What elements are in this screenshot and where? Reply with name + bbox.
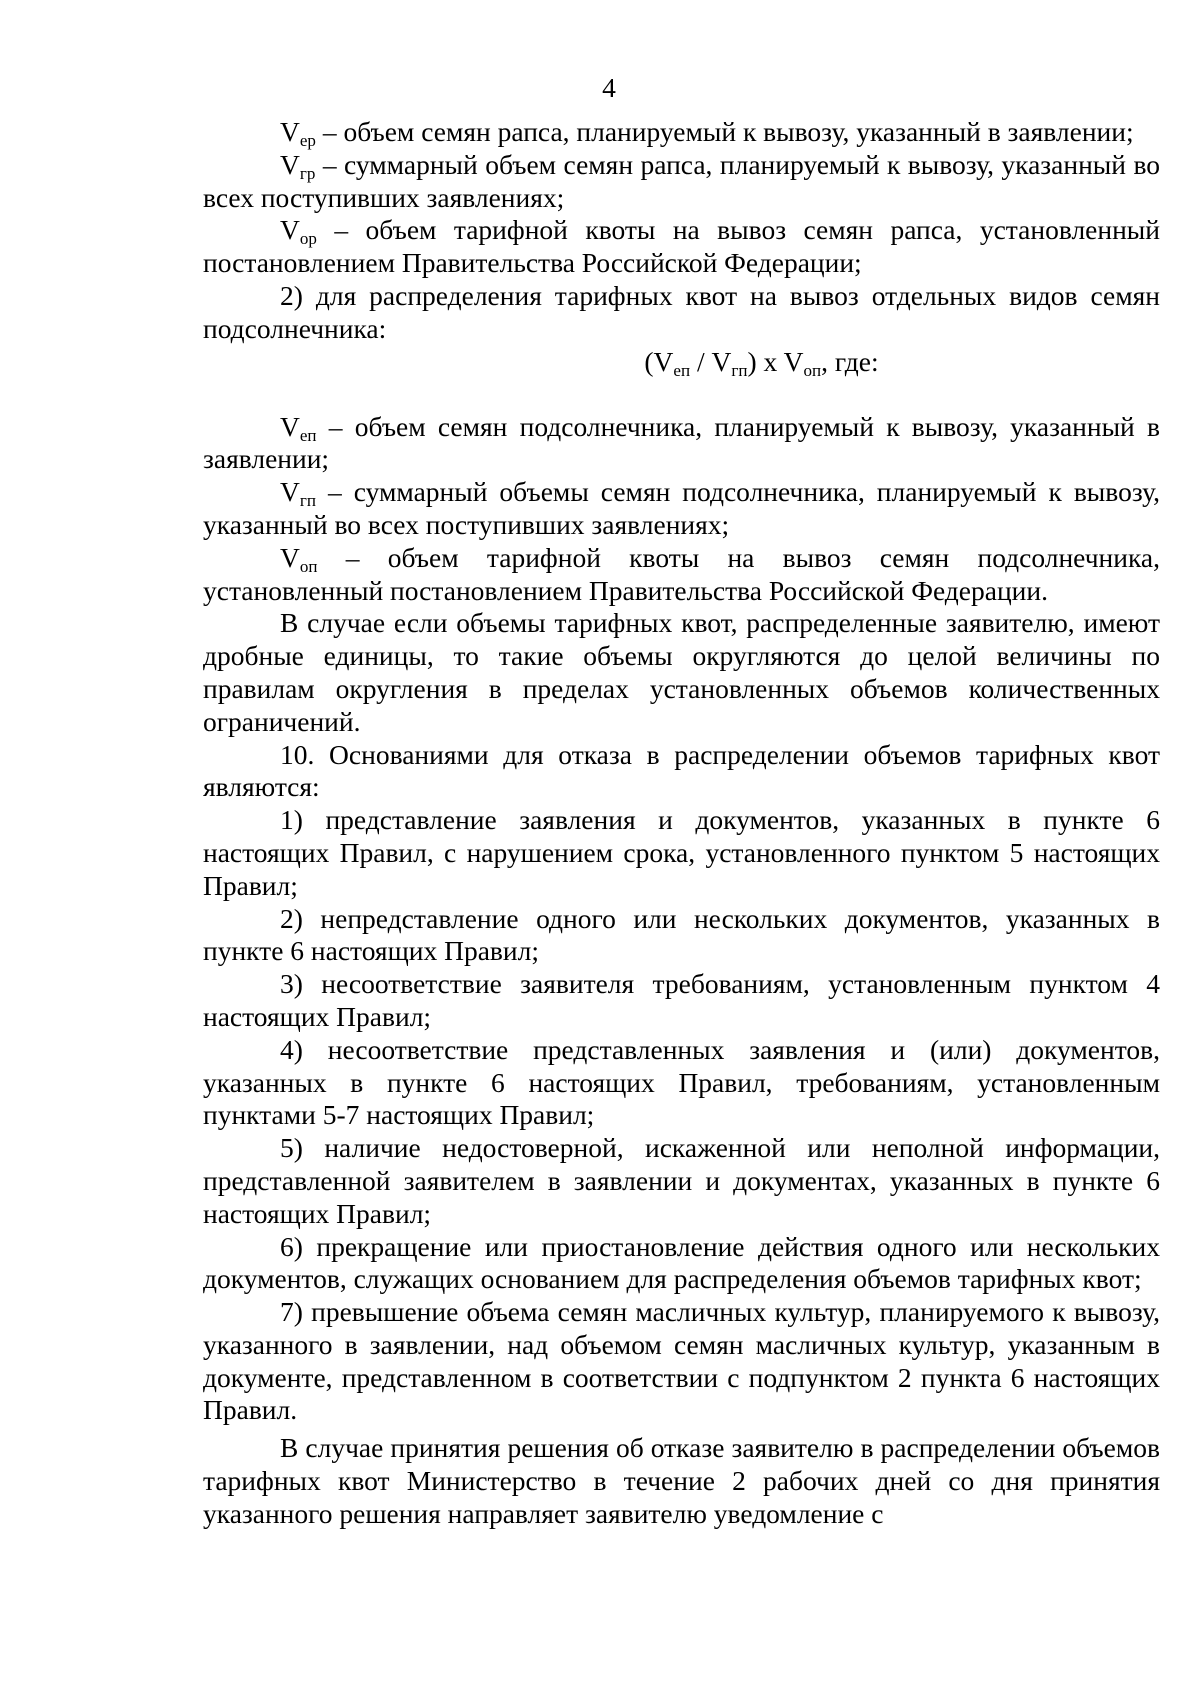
refusal-item-4: 4) несоответствие представленных заявления и (или) документов, указанных в пункте 6 настоящих Правил, требованиям, установленным пунктами 5-7 настоящих Правил; (203, 1033, 1160, 1131)
definition-v-er: $V_{ер}$ – объем семян рапса, планируемый к вывозу, указанный в заявлении; (280, 116, 1134, 150)
refusal-item-2: 2) непредставление одного или нескольких документов, указанных в пункте 6 настоящих Правил; (203, 902, 1160, 967)
formula: $(V_{еп} / V_{гп})$ x $V_{оп}$, где: (644, 345, 879, 380)
paragraph-refusal-grounds: 10. Основаниями для отказа в распределении объемов тарифных квот являются: (203, 738, 1160, 803)
refusal-item-1: 1) представление заявления и документов, указанных в пункте 6 настоящих Правил, с нарушением срока, установленного пунктом 5 настоящих Правил; (203, 804, 1160, 901)
refusal-item-6: 6) прекращение или приостановление действия одного или нескольких документов, служащих основанием для распределения объемов тарифных квот; (203, 1230, 1160, 1295)
clause-sunflower-quota: 2) для распределения тарифных квот на вывоз отдельных видов семян подсолнечника: (203, 279, 1160, 344)
definition-v-op: $V_{оп}$ – объем тарифной квоты на вывоз семян подсолнечника, установленный постановлением Правительства Российской Федерации. (203, 541, 1160, 606)
paragraph-refusal-notice: В случае принятия решения об отказе заявителю в распределении объемов тарифных квот Министерство в течение 2 рабочих дней со дня принятия указанного решения направляет заявителю уведомление с (203, 1432, 1160, 1529)
definition-v-or: $V_{ор}$ – объем тарифной квоты на вывоз семян рапса, установленный постановлением Правительства Российской Федерации; (203, 214, 1160, 279)
paragraph-rounding: В случае если объемы тарифных квот, распределенные заявителю, имеют дробные единицы, то такие объемы округляются до целой величины по правилам округления в пределах установленных объемов количественных ограничений. (203, 607, 1160, 737)
document-body (203, 116, 1160, 1531)
page-number: 4 (602, 72, 616, 103)
definition-v-gr: $V_{гр}$ – суммарный объем семян рапса, планируемый к вывозу, указанный во всех поступивших заявлениях; (203, 148, 1160, 213)
definition-v-gp: $V_{гп}$ – суммарный объемы семян подсолнечника, планируемый к вывозу, указанный во всех поступивших заявлениях; (203, 476, 1160, 540)
refusal-item-5: 5) наличие недостоверной, искаженной или неполной информации, представленной заявителем в заявлении и документах, указанных в пункте 6 настоящих Правил; (203, 1132, 1160, 1229)
definition-v-ep: $V_{еп}$ – объем семян подсолнечника, планируемый к вывозу, указанный в заявлении; (203, 410, 1160, 475)
refusal-item-3: 3) несоответствие заявителя требованиям, установленным пунктом 4 настоящих Правил; (203, 968, 1160, 1032)
refusal-item-7: 7) превышение объема семян масличных культур, планируемого к вывозу, указанного в заявлении, над объемом семян масличных культур, указанным в документе, представленном в соответствии с подпунктом 2 пункта 6 настоящих Правил. (203, 1296, 1160, 1426)
